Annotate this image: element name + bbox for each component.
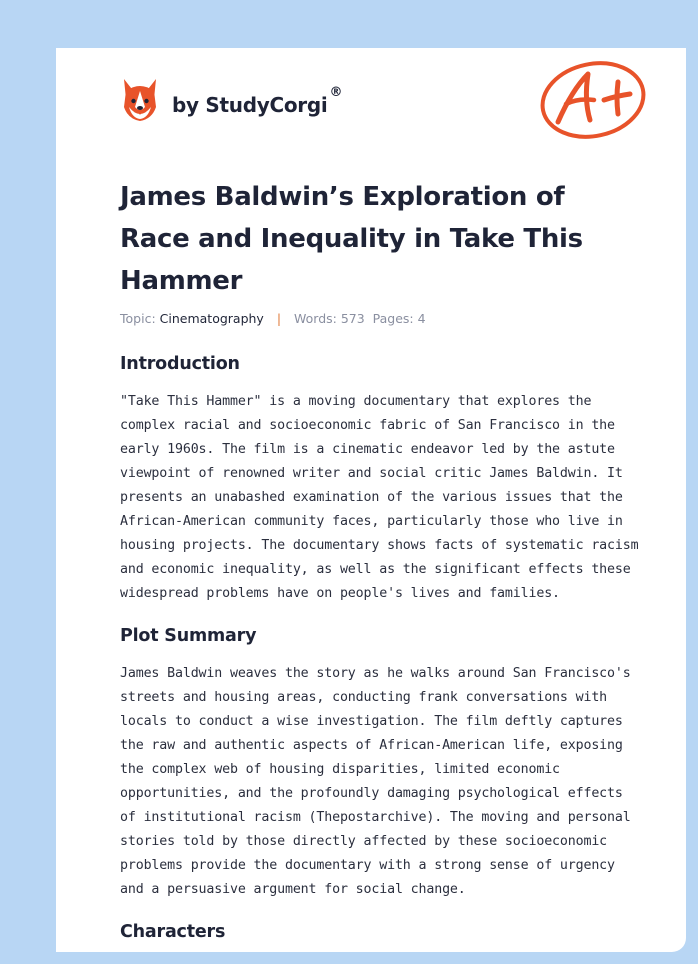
- section-text-introduction: "Take This Hammer" is a moving documentary that explores the complex racial and socioeconomic fabric of San Francisco in the early 1960s. The film is a cinematic endeavor led by the astute viewpoint of renowned writer and social critic James Baldwin. It presents an unabashed examination of the various issues that the African-American community faces, particularly those who live in housing projects. The documentary shows facts of systematic racism and economic inequality, as well as the significant effects these widespread problems have on people's lives and families.: [120, 394, 639, 601]
- corgi-icon: [120, 77, 160, 123]
- a-plus-badge: [538, 60, 650, 148]
- topic-link[interactable]: Cinematography: [159, 311, 264, 326]
- section-heading-introduction: Introduction: [120, 354, 240, 374]
- brand-name: by StudyCorgi®: [172, 85, 343, 117]
- section-heading-plot-summary: Plot Summary: [120, 626, 257, 646]
- document-body: [120, 350, 640, 946]
- document-meta: [120, 311, 426, 326]
- section-heading-characters: Characters: [120, 922, 226, 942]
- a-plus-grade-icon: [538, 60, 650, 144]
- meta-separator: |: [276, 311, 282, 326]
- topic-label: Topic:: [120, 311, 156, 326]
- studycorgi-logo[interactable]: [120, 76, 342, 124]
- document-page: [56, 48, 686, 952]
- word-count: Words: 573: [294, 311, 365, 326]
- page-count: Pages: 4: [372, 311, 426, 326]
- section-text-plot-summary: James Baldwin weaves the story as he walks around San Francisco's streets and housing areas, conducting frank conversations with locals to conduct a wise investigation. The film deftly captures the raw and authentic aspects of African-American life, exposing the complex web of housing disparities, limited economic opportunities, and the profoundly damaging psychological effects of institutional racism (Thepostarchive). The moving and personal stories told by those directly affected by these socioeconomic problems provide the documentary with a strong sense of urgency and a persuasive argument for social change.: [120, 666, 631, 897]
- document-title: James Baldwin’s Exploration of Race and Inequality in Take This Hammer: [120, 182, 583, 296]
